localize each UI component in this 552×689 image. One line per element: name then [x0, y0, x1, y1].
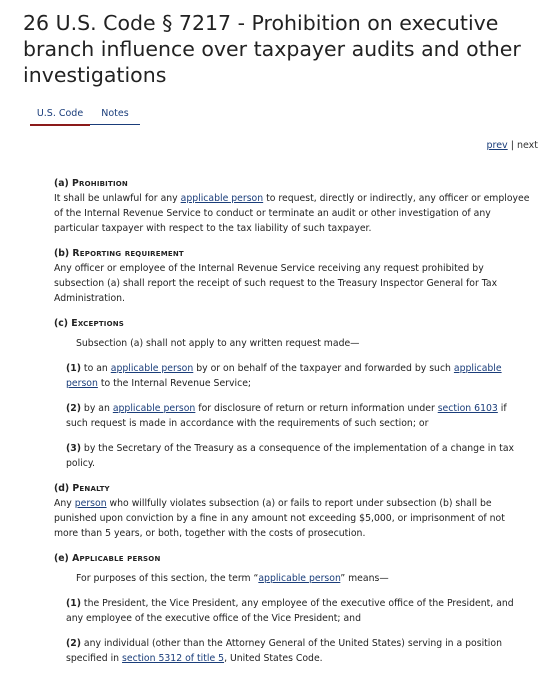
- paragraph-c-2: (2) by an applicable person for disclosure of return or return information under section 6103 if such request is made in accordance with the requirements of such section; or: [66, 403, 507, 429]
- subsection-text: Any officer or employee of the Internal Revenue Service receiving any request prohibited by subsection (a) shall report the receipt of such request to the Treasury Inspector General for Tax Administration.: [54, 263, 498, 304]
- applicable-person-link[interactable]: applicable person: [110, 363, 194, 374]
- page-title: 26 U.S. Code § 7217 - Prohibition on executive branch influence over taxpayer audits and other investigations: [23, 11, 521, 87]
- subsection-label: (b): [54, 248, 70, 259]
- subsection-intro: For purposes of this section, the term “applicable person” means—: [76, 573, 389, 584]
- subsection-label: (a): [54, 178, 69, 189]
- subsection-label: (e): [54, 553, 69, 564]
- subsection-e: [54, 551, 530, 666]
- prev-next-nav: [486, 140, 538, 151]
- paragraph-c-3: (3) by the Secretary of the Treasury as a consequence of the implementation of a change in tax policy.: [66, 443, 515, 469]
- subsection-heading: Prohibition: [72, 178, 128, 189]
- subsection-c: [54, 316, 530, 471]
- applicable-person-link[interactable]: applicable person: [66, 363, 502, 389]
- tab-bar: [30, 104, 540, 130]
- subsection-heading: Exceptions: [71, 318, 125, 329]
- applicable-person-link[interactable]: applicable person: [112, 403, 196, 414]
- tab-notes[interactable]: Notes: [90, 104, 140, 125]
- subsection-d: [54, 481, 530, 541]
- applicable-person-link[interactable]: applicable person: [180, 193, 264, 204]
- tab-us-code[interactable]: U.S. Code: [30, 104, 90, 126]
- nav-separator: |: [510, 140, 514, 151]
- prev-link[interactable]: prev: [486, 140, 508, 151]
- paragraph-e-1: (1) the President, the Vice President, any employee of the executive office of the President, and any employee of the executive office of the Vice President; and: [66, 598, 514, 624]
- subsection-a: [54, 176, 530, 236]
- statute-content: [54, 176, 530, 676]
- subsection-text: Any person who willfully violates subsection (a) or fails to report under subsection (b) shall be punished upon conviction by a fine in any amount not exceeding $5,000, or imprisonment of not more than 5 years, or both, together with the costs of prosecution.: [54, 498, 505, 539]
- applicable-person-link[interactable]: applicable person: [258, 573, 341, 584]
- person-link[interactable]: person: [74, 498, 107, 509]
- subsection-intro: Subsection (a) shall not apply to any written request made—: [76, 338, 360, 349]
- subsection-label: (d): [54, 483, 70, 494]
- paragraph-c-1: (1) to an applicable person by or on behalf of the taxpayer and forwarded by such applicable person to the Internal Revenue Service;: [66, 363, 502, 389]
- subsection-b: [54, 246, 530, 306]
- subsection-text: It shall be unlawful for any applicable person to request, directly or indirectly, any officer or employee of the Internal Revenue Service to conduct or terminate an audit or other investigation of any particular taxpayer with respect to the tax liability of such taxpayer.: [54, 193, 530, 234]
- subsection-label: (c): [54, 318, 69, 329]
- section-6103-link[interactable]: section 6103: [437, 403, 498, 414]
- subsection-heading: Penalty: [72, 483, 110, 494]
- subsection-heading: Applicable person: [72, 553, 161, 564]
- next-link[interactable]: next: [516, 140, 538, 151]
- paragraph-e-2: (2) any individual (other than the Attorney General of the United States) serving in a position specified in section 5312 of title 5, United States Code.: [66, 638, 502, 664]
- section-5312-title-5-link[interactable]: section 5312 of title 5: [122, 653, 225, 664]
- subsection-heading: Reporting requirement: [72, 248, 184, 259]
